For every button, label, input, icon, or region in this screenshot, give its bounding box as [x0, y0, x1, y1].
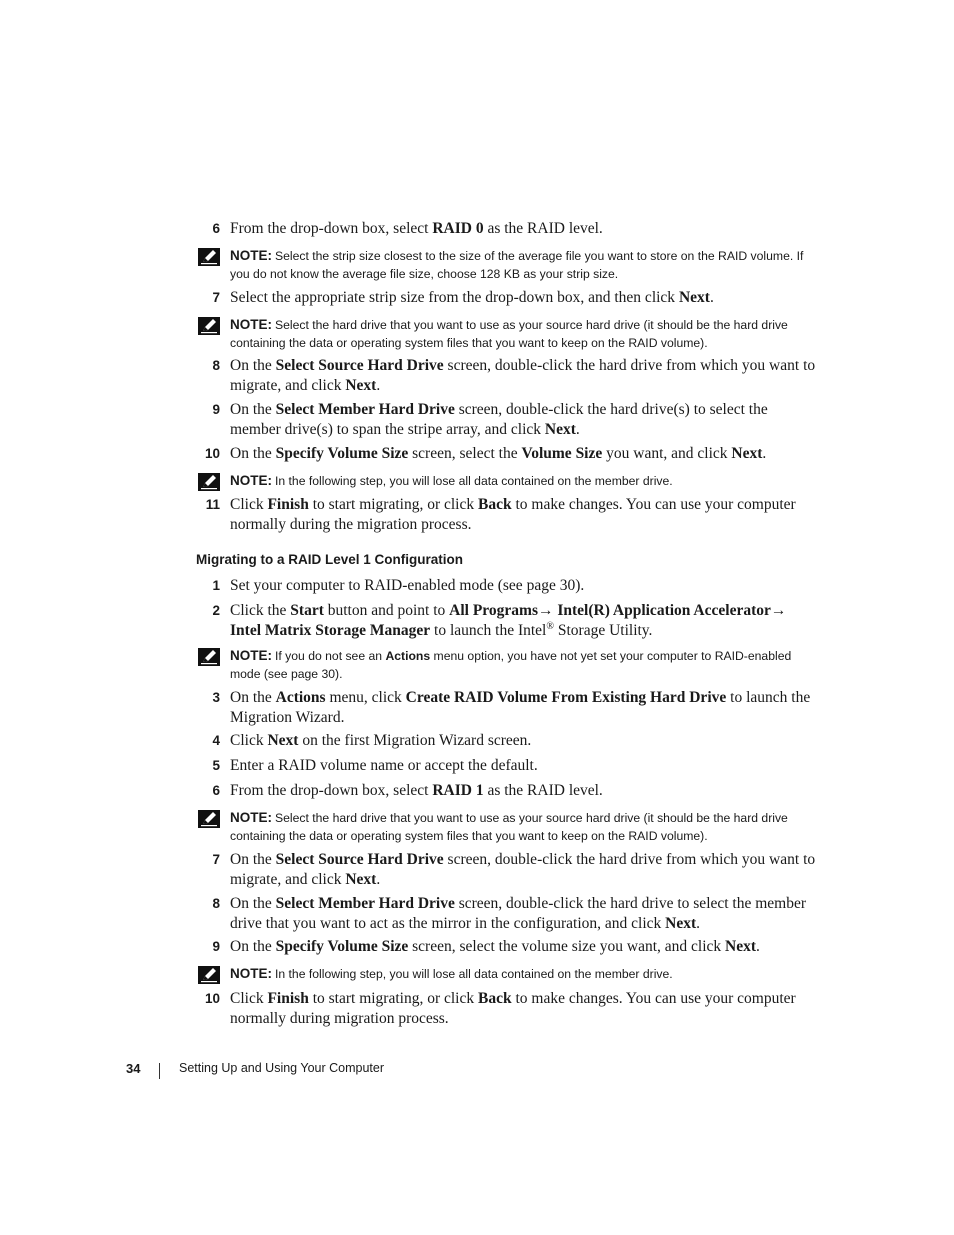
note-pencil-icon [198, 966, 220, 984]
step-b10: 10 Click Finish to start migrating, or click Back to make changes. You can use your computer normally during migration process. [204, 990, 796, 1027]
step-a9: 9 On the Select Member Hard Drive screen, double-click the hard drive(s) to select the member drive(s) to span the stripe array, and click Next. [212, 401, 768, 438]
footer-title: Setting Up and Using Your Computer [179, 1061, 384, 1075]
step-b4: 4 Click Next on the first Migration Wizard screen. [212, 732, 532, 749]
footer-divider [159, 1063, 160, 1079]
note-actions-menu: NOTE: If you do not see an Actions menu option, you have not yet set your computer to RAID-enabled mode (see page 30). [196, 647, 816, 683]
step-b1: 1 Set your computer to RAID-enabled mode (see page 30). [212, 577, 585, 594]
note-pencil-icon [198, 248, 220, 266]
step-b7: 7 On the Select Source Hard Drive screen, double-click the hard drive from which you want to migrate, and click Next. [212, 851, 816, 888]
step-a6: 6 From the drop-down box, select RAID 0 as the RAID level. [212, 220, 603, 237]
section-heading: Migrating to a RAID Level 1 Configuration [196, 552, 464, 567]
note-source-drive: NOTE: Select the hard drive that you want to use as your source hard drive (it should be the hard drive containing the data or operating system files that you want to keep on the RAID volume). [196, 316, 816, 352]
note-strip-size: NOTE: Select the strip size closest to the size of the average file you want to store on the RAID volume. If you do not know the average file size, choose 128 KB as your strip size. [196, 247, 816, 283]
note-source-drive-b: NOTE: Select the hard drive that you want to use as your source hard drive (it should be the hard drive containing the data or operating system files that you want to keep on the RAID volume). [196, 809, 816, 845]
step-b8: 8 On the Select Member Hard Drive screen, double-click the hard drive to select the member drive that you want to act as the mirror in the configuration, and click Next. [212, 895, 807, 932]
note-pencil-icon [198, 473, 220, 491]
note-pencil-icon [198, 810, 220, 828]
note-data-loss-a: NOTE: In the following step, you will lose all data contained on the member drive. [196, 472, 816, 491]
note-pencil-icon [198, 648, 220, 666]
step-a7: 7 Select the appropriate strip size from the drop-down box, and then click Next. [212, 289, 714, 306]
step-b3: 3 On the Actions menu, click Create RAID Volume From Existing Hard Drive to launch the Migration Wizard. [212, 689, 811, 726]
step-a8: 8 On the Select Source Hard Drive screen, double-click the hard drive from which you want to migrate, and click Next. [212, 357, 816, 394]
step-a10: 10 On the Specify Volume Size screen, select the Volume Size you want, and click Next. [204, 445, 767, 462]
step-b5: 5 Enter a RAID volume name or accept the default. [212, 757, 538, 774]
step-a11: 11 Click Finish to start migrating, or click Back to make changes. You can use your computer normally during the migration process. [205, 496, 796, 533]
step-b9: 9 On the Specify Volume Size screen, select the volume size you want, and click Next. [212, 938, 760, 955]
note-pencil-icon [198, 317, 220, 335]
note-data-loss-b: NOTE: In the following step, you will lose all data contained on the member drive. [196, 965, 816, 984]
step-b2: 2 Click the Start button and point to All Programs→ Intel(R) Application Accelerator→ Intel Matrix Storage Manager to launch the Intel® Storage Utility. [212, 602, 787, 639]
page-number: 34 [126, 1061, 141, 1076]
step-b6: 6 From the drop-down box, select RAID 1 as the RAID level. [212, 782, 603, 799]
